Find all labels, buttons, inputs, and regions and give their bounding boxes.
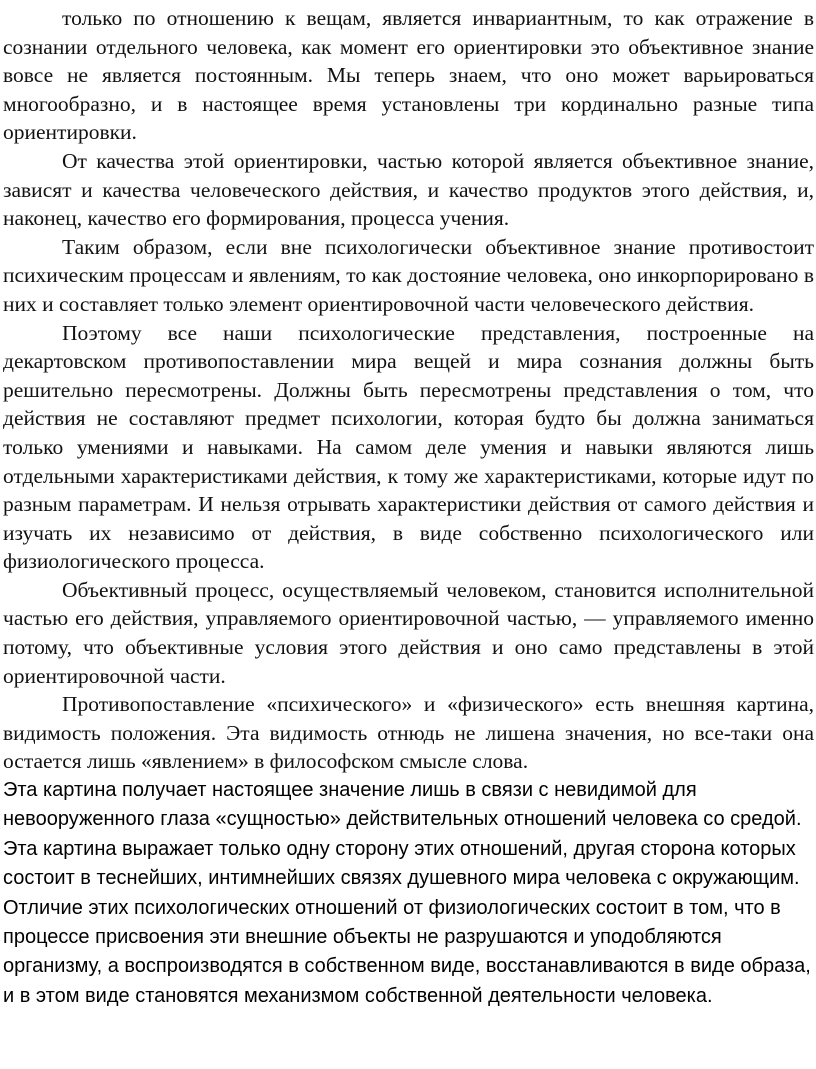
paragraph-2: От качества этой ориентировки, частью которой является объективное знание, зависят и качества человеческого действия, и качество продуктов этого действия, и, наконец, качество его формирования, процесса учения. [3, 148, 814, 231]
paragraph-6: Противопоставление «психического» и «физического» есть внешняя картина, видимость положения. Эта видимость отнюдь не лишена значения, но все-таки она остается лишь «явлением» в философском смысле слова. [3, 692, 814, 774]
paragraph-1: только по отношению к вещам, является инвариантным, то как отражение в сознании отдельного человека, как момент его ориентировки это объективное знание вовсе не является постоянным. Мы теперь знаем, что оно может варьироваться многообразно, и в настоящее время установлены три кординально разные типа ориентировки. [3, 6, 814, 145]
final-text-block: Эта картина получает настоящее значение лишь в связи с невидимой для невооруженного глаза «сущностью» действительных отношений человека со средой. Эта картина выражает только одну сторону этих отношений, другая сторона которых состоит в теснейших, интимнейших связях душевного мира человека с окружающим. Отличие этих психологических отношений от физиологических состоит в том, что в процессе присвоения эти внешние объекты не разрушаются и уподобляются организму, а воспроизводятся в собственном виде, восстанавливаются в виде образа, и в этом виде становятся механизмом собственной деятельности человека. [3, 779, 811, 1007]
paragraph-5: Объективный процесс, осуществляемый человеком, становится исполнительной частью его действия, управляемого ориентировочной частью, — управляемого именно потому, что объективные условия этого действия и оно само представлены в этой ориентировочной части. [3, 577, 814, 688]
paragraph-4: Поэтому все наши психологические представления, построенные на декартовском противопоставлении мира вещей и мира сознания должны быть решительно пересмотрены. Должны быть пересмотрены представления о том, что действия не составляют предмет психологии, которая будто бы должна заниматься только умениями и навыками. На самом деле умения и навыки являются лишь отдельными характеристиками действия, к тому же характеристиками, которые идут по разным параметрам. И нельзя отрывать характеристики действия от самого действия и изучать их независимо от действия, в виде собственно психологического или физиологического процесса. [3, 320, 814, 574]
paragraph-3: Таким образом, если вне психологически объективное знание противостоит психическим процессам и явлениям, то как достояние человека, оно инкорпорировано в них и составляет только элемент ориентировочной части человеческого действия. [3, 234, 814, 316]
